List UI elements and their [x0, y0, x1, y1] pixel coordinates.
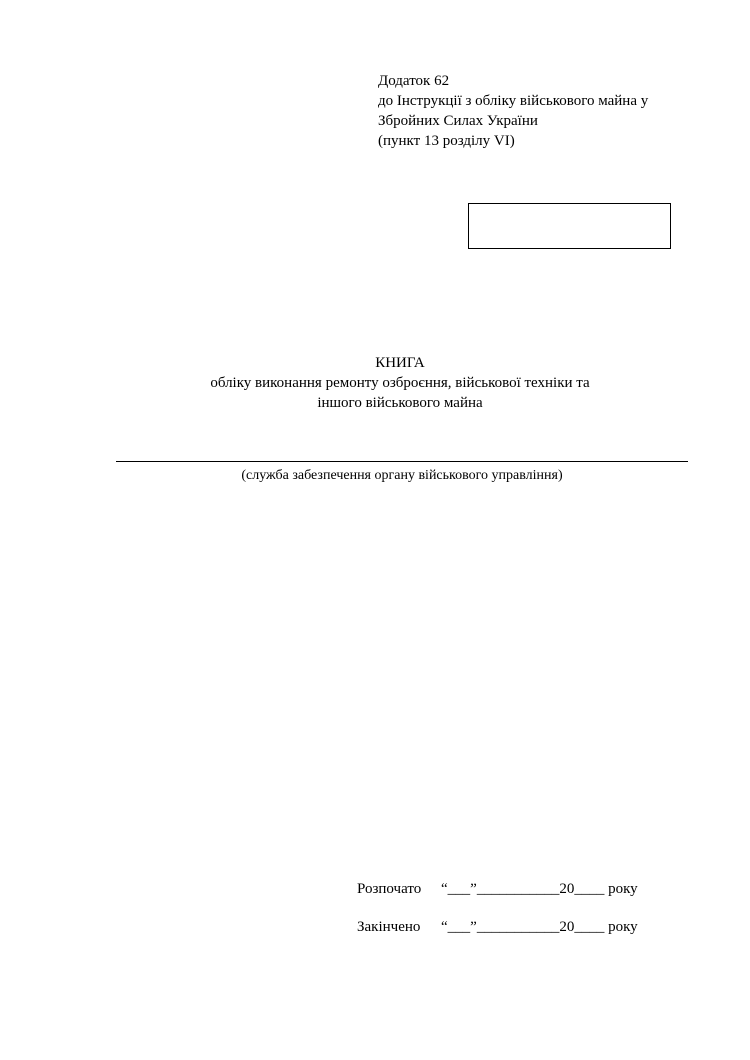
ended-date-row: [357, 917, 638, 937]
title-subtitle-line2: іншого військового майна: [317, 395, 483, 411]
title-heading: КНИГА: [375, 355, 425, 371]
ended-date-blank: “___”___________20____ року: [441, 919, 638, 935]
appendix-clause: (пункт 13 розділу VI): [378, 133, 515, 149]
registration-number-box: [468, 203, 671, 249]
started-date-blank: “___”___________20____ року: [441, 881, 638, 897]
appendix-reference-cont: Збройних Силах України: [378, 113, 538, 129]
started-date-row: [357, 879, 638, 899]
appendix-number: Додаток 62: [378, 73, 450, 89]
document-title: [0, 353, 750, 413]
service-fill-line: [116, 461, 688, 462]
appendix-header: [378, 71, 648, 151]
started-label: Розпочато: [357, 881, 422, 897]
appendix-reference: до Інструкції з обліку військового майна у: [378, 93, 649, 109]
ended-label: Закінчено: [357, 919, 421, 935]
service-caption: (служба забезпечення органу військового управління): [241, 468, 563, 483]
title-subtitle-line1: обліку виконання ремонту озброєння, військової техніки та: [210, 375, 590, 391]
